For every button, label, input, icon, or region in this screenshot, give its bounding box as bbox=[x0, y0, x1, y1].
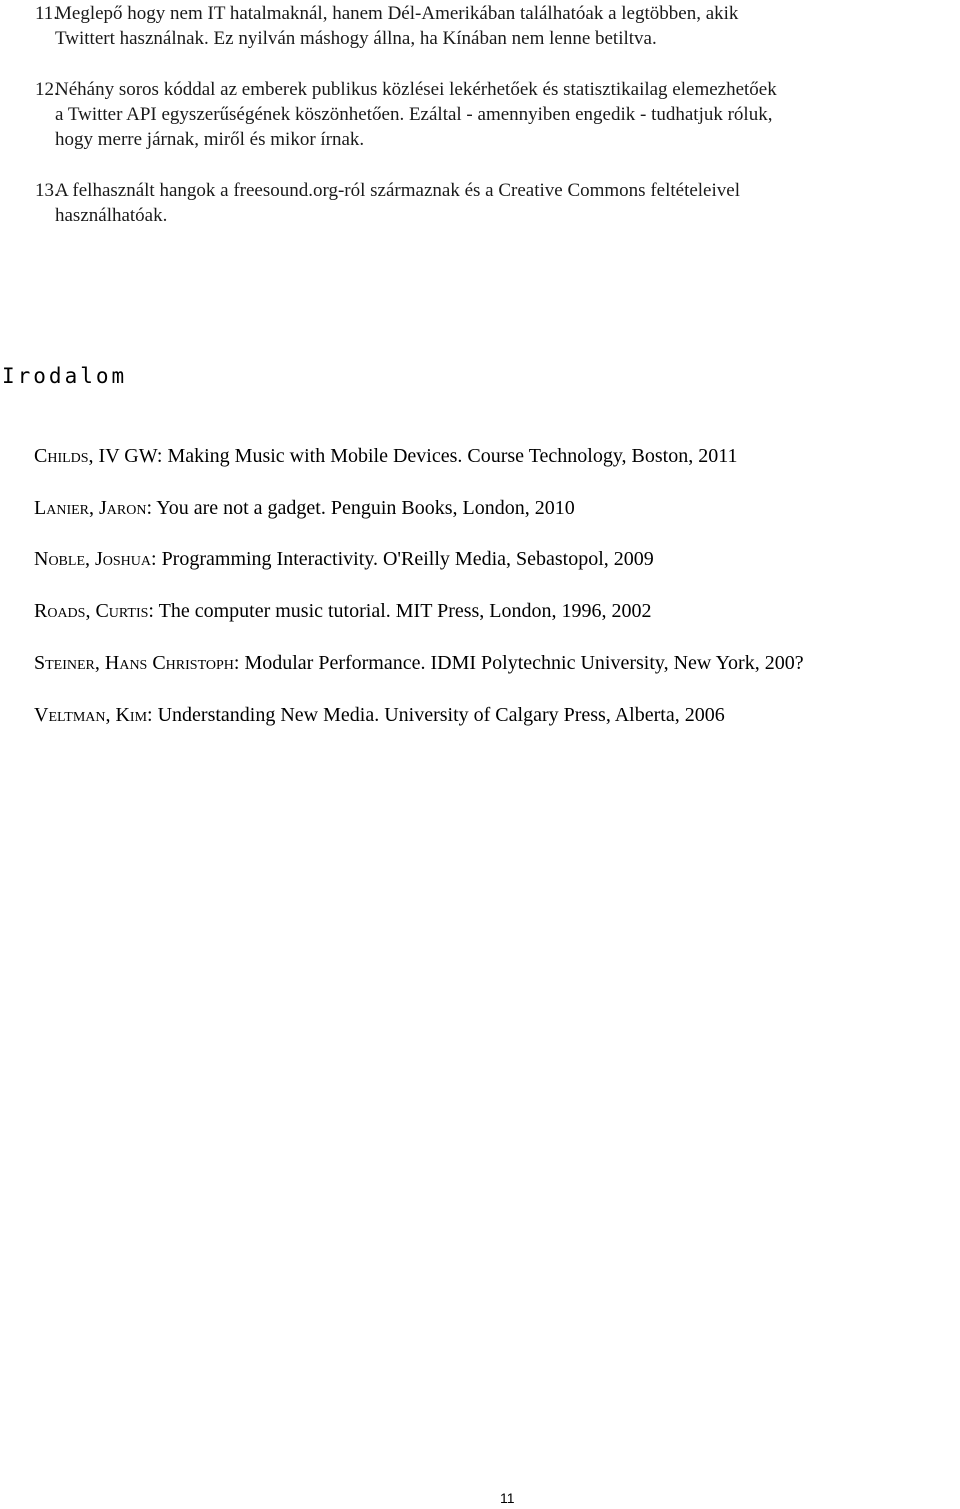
reference-author: Veltman, Kim: bbox=[34, 704, 153, 726]
reference-work: The computer music tutorial. MIT Press, London, 1996, 2002 bbox=[158, 600, 652, 622]
footnote-number: 13. bbox=[35, 180, 59, 201]
reference-item bbox=[34, 443, 737, 469]
footnote-number: 11. bbox=[35, 3, 59, 24]
reference-author: Steiner, Hans Christoph: bbox=[34, 652, 240, 674]
reference-author: Lanier, Jaron: bbox=[34, 497, 152, 519]
page-number: 11 bbox=[500, 1490, 515, 1506]
reference-work: Making Music with Mobile Devices. Course Technology, Boston, 2011 bbox=[167, 445, 738, 467]
footnote-11 bbox=[0, 1, 960, 51]
section-heading: Irodalom bbox=[2, 364, 128, 388]
footnote-12 bbox=[0, 77, 960, 152]
reference-author: Noble, Joshua: bbox=[34, 548, 157, 570]
reference-author: Roads, Curtis: bbox=[34, 600, 154, 622]
reference-work: You are not a gadget. Penguin Books, London, 2010 bbox=[156, 497, 575, 519]
footnote-13 bbox=[0, 178, 960, 228]
footnote-number: 12. bbox=[35, 79, 59, 100]
reference-item bbox=[34, 495, 575, 521]
reference-item bbox=[34, 650, 804, 676]
reference-author: Childs, IV GW: bbox=[34, 445, 163, 467]
footnote-text: Néhány soros kóddal az emberek publikus közlései lekérhetőek és statisztikailag elemezhetőek a Twitter API egyszerűségének köszönhetően. Ezáltal - amennyiben engedik - tudhatjuk róluk, hogy merre járnak, miről és mikor írnak. bbox=[55, 79, 777, 150]
reference-work: Understanding New Media. University of Calgary Press, Alberta, 2006 bbox=[157, 704, 725, 726]
footnote-text: Meglepő hogy nem IT hatalmaknál, hanem Dél-Amerikában találhatóak a legtöbben, akik Twittert használnak. Ez nyilván máshogy állna, ha Kínában nem lenne betiltva. bbox=[55, 3, 739, 49]
reference-work: Modular Performance. IDMI Polytechnic University, New York, 200? bbox=[244, 652, 804, 674]
reference-work: Programming Interactivity. O'Reilly Media, Sebastopol, 2009 bbox=[161, 548, 654, 570]
reference-item bbox=[34, 598, 652, 624]
reference-item bbox=[34, 702, 725, 728]
reference-item bbox=[34, 546, 654, 572]
footnote-text: A felhasznált hangok a freesound.org-ról származnak és a Creative Commons feltételeivel használhatóak. bbox=[55, 180, 740, 226]
